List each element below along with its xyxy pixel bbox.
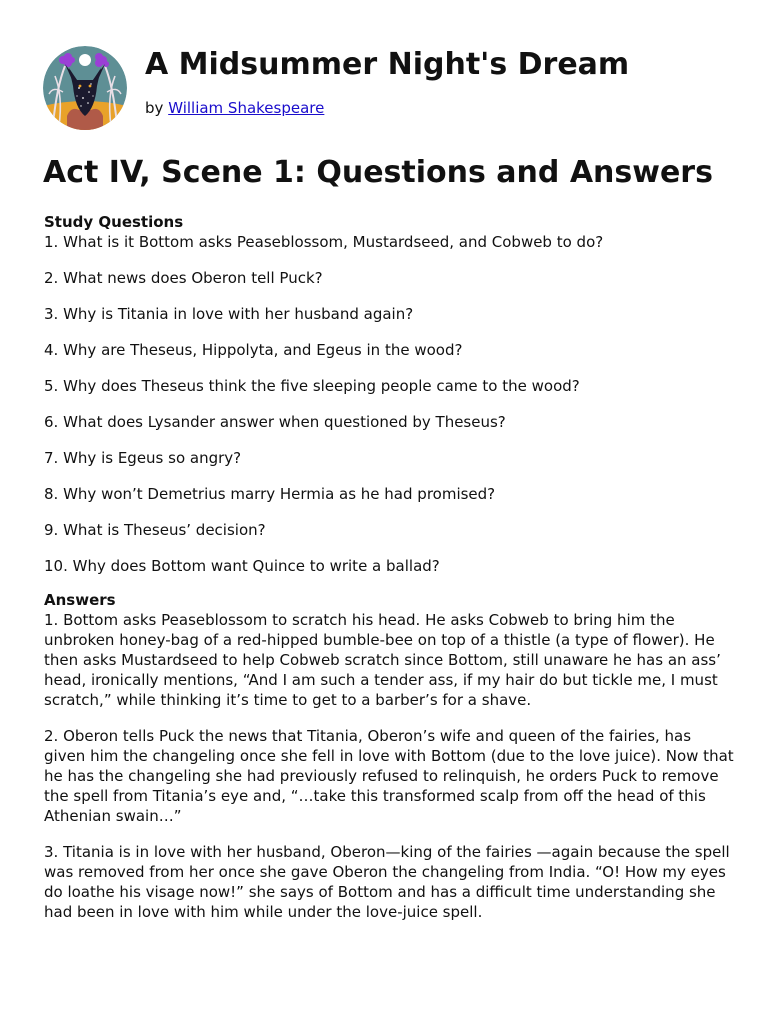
question-item: 10. Why does Bottom want Quince to write a ballad? <box>44 557 440 575</box>
byline-prefix: by <box>145 99 164 117</box>
question-item: 1. What is it Bottom asks Peaseblossom, Mustardseed, and Cobweb to do? <box>44 233 604 251</box>
question-item: 7. Why is Egeus so angry? <box>44 449 242 467</box>
author-link[interactable]: William Shakespeare <box>168 99 325 117</box>
book-header <box>43 46 733 134</box>
answer-item: 2. Oberon tells Puck the news that Titania, Oberon’s wife and queen of the fairies, has given him the changeling once she fell in love with Bottom (due to the love juice). Now that he has the changeling she had previously refused to relinquish, he orders Puck to remove the spell from Titania’s eye and, “…take this transformed scalp from off the head of this Athenian swain…” <box>44 727 734 825</box>
question-item: 2. What news does Oberon tell Puck? <box>44 269 323 287</box>
main-content <box>44 212 734 938</box>
book-title: A Midsummer Night's Dream <box>145 47 630 82</box>
question-item: 9. What is Theseus’ decision? <box>44 521 266 539</box>
question-item: 6. What does Lysander answer when questioned by Theseus? <box>44 413 506 431</box>
answer-item: 1. Bottom asks Peaseblossom to scratch his head. He asks Cobweb to bring him the unbroken honey-bag of a red-hipped bumble-bee on top of a thistle (a type of flower). He then asks Mustardseed to help Cobweb scratch since Bottom, still unaware he has an ass’ head, ironically mentions, “And I am such a tender ass, if my hair do but tickle me, I must scratch,” while thinking it’s time to get to a barber’s for a shave. <box>44 611 721 709</box>
answers-heading: Answers <box>44 591 116 609</box>
question-item: 4. Why are Theseus, Hippolyta, and Egeus in the wood? <box>44 341 463 359</box>
question-item: 8. Why won’t Demetrius marry Hermia as he had promised? <box>44 485 496 503</box>
answers-list <box>44 610 734 922</box>
page-title: Act IV, Scene 1: Questions and Answers <box>43 155 713 190</box>
donkey-head-logo-icon[interactable] <box>43 46 127 130</box>
study-questions-list <box>44 232 734 576</box>
answer-item: 3. Titania is in love with her husband, Oberon—king of the fairies —again because the spell was removed from her once she gave Oberon the changeling from India. “O! How my eyes do loathe his visage now!” she says of Bottom and has a difficult time understanding she had been in love with him while under the love-juice spell. <box>44 843 730 921</box>
question-item: 3. Why is Titania in love with her husband again? <box>44 305 414 323</box>
byline <box>145 98 324 118</box>
question-item: 5. Why does Theseus think the five sleeping people came to the wood? <box>44 377 580 395</box>
study-questions-heading: Study Questions <box>44 213 184 231</box>
